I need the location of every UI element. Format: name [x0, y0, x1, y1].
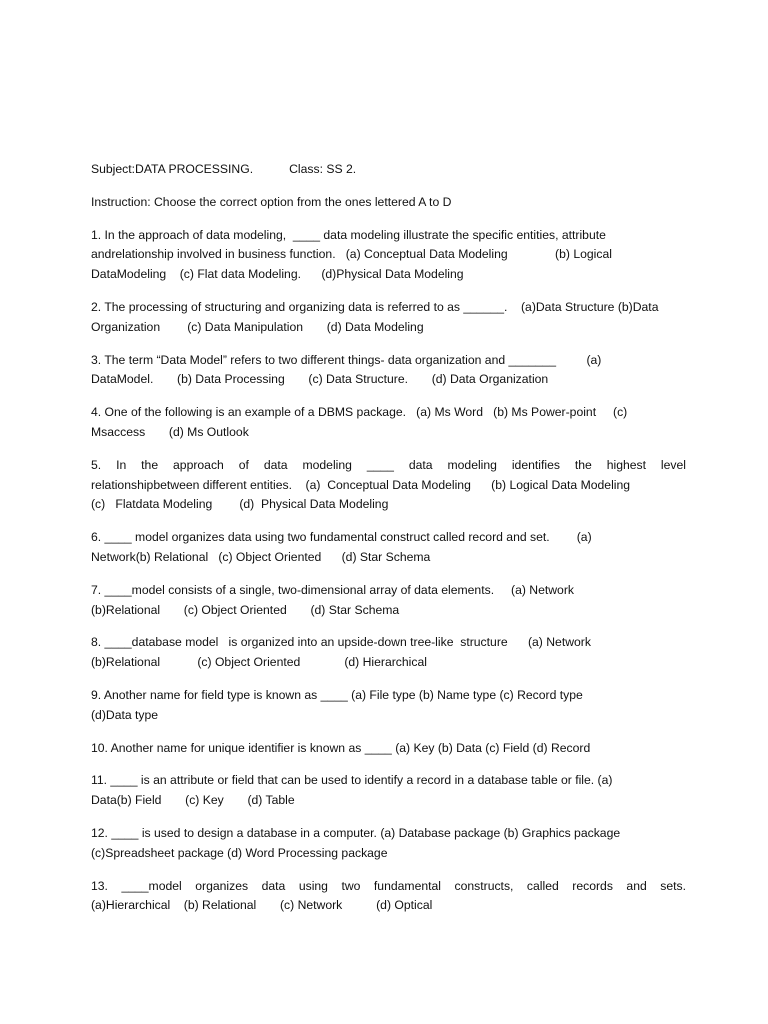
question-line: 10. Another name for unique identifier is known as ____ (a) Key (b) Data (c) Field (d) Record: [91, 740, 591, 755]
question-line: 13. ____model organizes data using two fundamental constructs, called records and sets.: [91, 878, 686, 893]
question-line: DataModel. (b) Data Processing (c) Data Structure. (d) Data Organization: [91, 372, 549, 387]
question-item: [91, 528, 686, 568]
question-line: 7. ____model consists of a single, two-dimensional array of data elements. (a) Network: [91, 582, 574, 597]
question-line: andrelationship involved in business function. (a) Conceptual Data Modeling (b) Logical: [91, 247, 612, 262]
question-line: Network(b) Relational (c) Object Oriented (d) Star Schema: [91, 549, 431, 564]
question-line: 8. ____database model is organized into an upside-down tree-like structure (a) Network: [91, 635, 591, 650]
question-line: 5. In the approach of data modeling ____ data modeling identifies the highest level: [91, 457, 686, 472]
question-item: [91, 686, 686, 726]
question-line: (c)Spreadsheet package (d) Word Processing package: [91, 845, 388, 860]
question-item: [91, 226, 686, 285]
question-item: [91, 771, 686, 811]
question-line: 4. One of the following is an example of a DBMS package. (a) Ms Word (b) Ms Power-point (c): [91, 405, 628, 420]
question-item: [91, 298, 686, 338]
question-line: Data(b) Field (c) Key (d) Table: [91, 793, 295, 808]
question-line: 2. The processing of structuring and organizing data is referred to as ______. (a)Data Structure (b)Data: [91, 299, 659, 314]
question-line: relationshipbetween different entities. (a) Conceptual Data Modeling (b) Logical Data Modeling: [91, 477, 631, 492]
question-item: [91, 824, 686, 864]
question-item: [91, 633, 686, 673]
document-page: [91, 160, 686, 929]
question-line: 9. Another name for field type is known as ____ (a) File type (b) Name type (c) Record type: [91, 687, 583, 702]
question-line: Msaccess (d) Ms Outlook: [91, 424, 249, 439]
question-item: [91, 403, 686, 443]
question-line: Organization (c) Data Manipulation (d) Data Modeling: [91, 319, 424, 334]
question-line: (b)Relational (c) Object Oriented (d) Hierarchical: [91, 655, 427, 670]
instruction-text: Instruction: Choose the correct option from the ones lettered A to D: [91, 194, 452, 209]
question-line: DataModeling (c) Flat data Modeling. (d)Physical Data Modeling: [91, 267, 464, 282]
question-line: 1. In the approach of data modeling, ____ data modeling illustrate the specific entities, attribute: [91, 227, 606, 242]
question-line: (a)Hierarchical (b) Relational (c) Network (d) Optical: [91, 898, 433, 913]
question-item: [91, 581, 686, 621]
question-line: (d)Data type: [91, 707, 159, 722]
question-line: 3. The term “Data Model” refers to two different things- data organization and _______ (a): [91, 352, 602, 367]
subject-label: Subject:DATA PROCESSING.: [91, 162, 254, 176]
question-line: 11. ____ is an attribute or field that can be used to identify a record in a database table or file. (a): [91, 773, 613, 788]
question-line: (b)Relational (c) Object Oriented (d) Star Schema: [91, 602, 400, 617]
questions-list: [91, 226, 686, 917]
document-header: [91, 160, 686, 180]
class-label: Class: SS 2.: [289, 162, 357, 176]
question-line: 6. ____ model organizes data using two fundamental construct called record and set. (a): [91, 530, 592, 545]
question-line: 12. ____ is used to design a database in a computer. (a) Database package (b) Graphics package: [91, 825, 621, 840]
question-item: [91, 877, 686, 917]
question-item: [91, 456, 686, 515]
question-line: (c) Flatdata Modeling (d) Physical Data Modeling: [91, 497, 389, 512]
question-item: [91, 351, 686, 391]
question-item: [91, 739, 686, 759]
